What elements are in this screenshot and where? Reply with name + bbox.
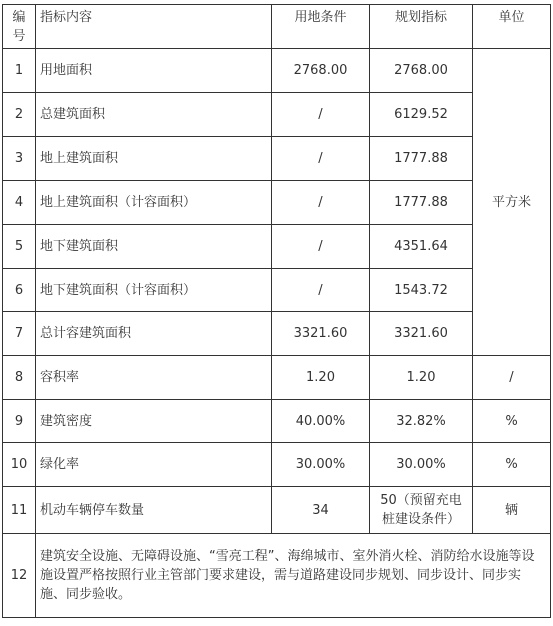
- row-plan-value: 1.20: [370, 356, 473, 400]
- note-index: 12: [3, 534, 36, 618]
- row-item: 机动车辆停车数量: [36, 487, 272, 534]
- row-plan-value: 6129.52: [370, 93, 473, 137]
- header-land-condition: 用地条件: [272, 5, 370, 49]
- row-item: 用地面积: [36, 49, 272, 93]
- row-unit: %: [473, 443, 551, 487]
- row-plan-value: 3321.60: [370, 312, 473, 356]
- table-row: [3, 225, 551, 269]
- row-land-value: 30.00%: [272, 443, 370, 487]
- table-row: [3, 269, 551, 312]
- note-text: 建筑安全设施、无障碍设施、“雪亮工程”、海绵城市、室外消火栓、消防给水设施等设施设置严格按照行业主管部门要求建设，需与道路建设同步规划、同步设计、同步实施、同步验收。: [36, 534, 551, 618]
- row-plan-value: 1777.88: [370, 181, 473, 225]
- header-planning-indicator: 规划指标: [370, 5, 473, 49]
- row-item: 绿化率: [36, 443, 272, 487]
- row-index: 10: [3, 443, 36, 487]
- row-plan-value: 30.00%: [370, 443, 473, 487]
- row-land-value: 1.20: [272, 356, 370, 400]
- row-unit: %: [473, 400, 551, 443]
- row-plan-value: 1777.88: [370, 137, 473, 181]
- row-index: 7: [3, 312, 36, 356]
- row-item: 建筑密度: [36, 400, 272, 443]
- row-land-value: /: [272, 269, 370, 312]
- row-item: 地上建筑面积（计容面积）: [36, 181, 272, 225]
- row-plan-value: 32.82%: [370, 400, 473, 443]
- table-row: [3, 356, 551, 400]
- row-land-value: 40.00%: [272, 400, 370, 443]
- row-plan-value: 4351.64: [370, 225, 473, 269]
- header-item: 指标内容: [36, 5, 272, 49]
- row-land-value: 2768.00: [272, 49, 370, 93]
- table-header-row: [3, 5, 551, 49]
- row-plan-value: 50（预留充电桩建设条件）: [370, 487, 473, 534]
- table-row-note: [3, 534, 551, 618]
- row-item: 地下建筑面积（计容面积）: [36, 269, 272, 312]
- row-item: 地下建筑面积: [36, 225, 272, 269]
- row-item: 总计容建筑面积: [36, 312, 272, 356]
- row-index: 8: [3, 356, 36, 400]
- area-unit-cell: 平方米: [473, 49, 551, 356]
- row-index: 6: [3, 269, 36, 312]
- table-row: [3, 400, 551, 443]
- row-land-value: /: [272, 137, 370, 181]
- row-index: 5: [3, 225, 36, 269]
- row-land-value: 34: [272, 487, 370, 534]
- row-item: 地上建筑面积: [36, 137, 272, 181]
- header-unit: 单位: [473, 5, 551, 49]
- row-plan-value: 1543.72: [370, 269, 473, 312]
- row-index: 4: [3, 181, 36, 225]
- row-land-value: 3321.60: [272, 312, 370, 356]
- row-unit: 辆: [473, 487, 551, 534]
- table-row: [3, 181, 551, 225]
- table-row: [3, 487, 551, 534]
- table-row: [3, 312, 551, 356]
- table-row: [3, 443, 551, 487]
- table-row: [3, 93, 551, 137]
- row-index: 2: [3, 93, 36, 137]
- row-index: 9: [3, 400, 36, 443]
- row-index: 11: [3, 487, 36, 534]
- row-item: 总建筑面积: [36, 93, 272, 137]
- table-row: [3, 137, 551, 181]
- row-land-value: /: [272, 181, 370, 225]
- table-row: [3, 49, 551, 93]
- row-land-value: /: [272, 93, 370, 137]
- row-plan-value: 2768.00: [370, 49, 473, 93]
- row-land-value: /: [272, 225, 370, 269]
- row-item: 容积率: [36, 356, 272, 400]
- row-index: 3: [3, 137, 36, 181]
- header-index: 编号: [3, 5, 36, 49]
- planning-indicator-table: [2, 4, 551, 618]
- row-unit: /: [473, 356, 551, 400]
- row-index: 1: [3, 49, 36, 93]
